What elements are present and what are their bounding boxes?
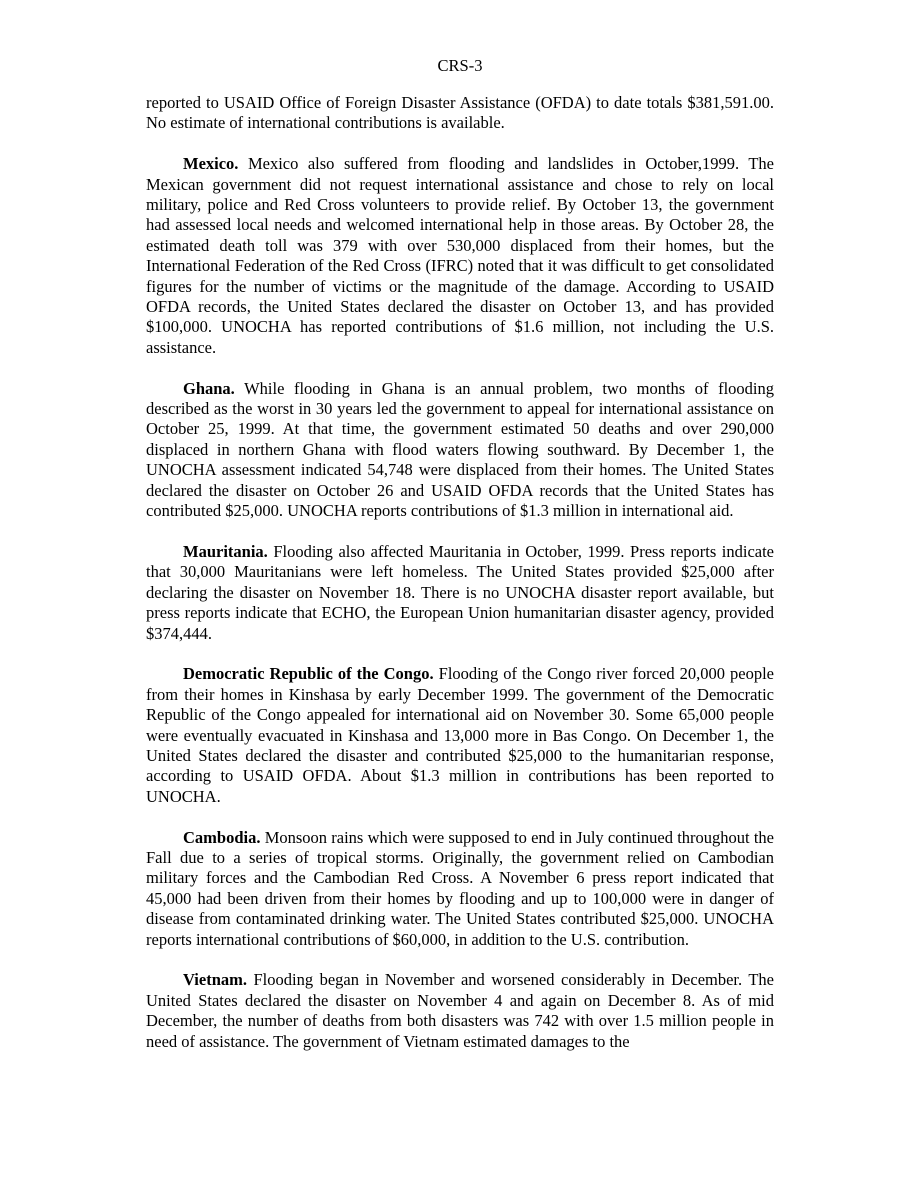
section-heading-vietnam: Vietnam.	[183, 970, 248, 990]
paragraph-text: Flooding began in November and worsened considerably in December. The United States declared the disaster on November 4 and again on December 8. As of mid December, the number of deaths from both disasters was 742 with over 1.5 million people in need of assistance. The government of Vietnam estimated damages to the	[146, 970, 774, 1051]
document-body	[146, 93, 774, 1072]
paragraph-text: reported to USAID Office of Foreign Disaster Assistance (OFDA) to date totals $381,591.00. No estimate of international contributions is available.	[146, 93, 774, 133]
paragraph-ofda-continuation	[146, 93, 774, 134]
paragraph-cambodia	[146, 828, 774, 950]
section-heading-congo: Democratic Republic of the Congo.	[183, 664, 434, 684]
page-number-header: CRS-3	[437, 56, 483, 75]
paragraph-text: Flooding also affected Mauritania in October, 1999. Press reports indicate that 30,000 Mauritanians were left homeless. The United States provided $25,000 after declaring the disaster on November 18. There is no UNOCHA disaster report available, but press reports indicate that ECHO, the European Union humanitarian disaster agency, provided $374,444.	[146, 541, 774, 643]
paragraph-text: Flooding of the Congo river forced 20,000 people from their homes in Kinshasa by early December 1999. The government of the Democratic Republic of the Congo appealed for international aid on November 30. Some 65,000 people were eventually evacuated in Kinshasa and 13,000 more in Bas Congo. On December 1, the United States declared the disaster and contributed $25,000 to the humanitarian response, according to USAID OFDA. About $1.3 million in contributions has been reported to UNOCHA.	[146, 664, 774, 806]
paragraph-text: While flooding in Ghana is an annual problem, two months of flooding described as the worst in 30 years led the government to appeal for international assistance on October 25, 1999. At that time, the government estimated 50 deaths and over 290,000 displaced in northern Ghana with flood waters flowing southward. By December 1, the UNOCHA assessment indicated 54,748 were displaced from their homes. The United States declared the disaster on October 26 and USAID OFDA records that the United States has contributed $25,000. UNOCHA reports contributions of $1.3 million in international aid.	[146, 378, 774, 521]
section-heading-ghana: Ghana.	[183, 378, 235, 398]
section-heading-cambodia: Cambodia.	[183, 827, 261, 847]
paragraph-ghana	[146, 379, 774, 522]
paragraph-congo	[146, 664, 774, 807]
section-heading-mauritania: Mauritania.	[183, 541, 268, 561]
paragraph-mexico	[146, 154, 774, 358]
paragraph-vietnam	[146, 970, 774, 1052]
paragraph-mauritania	[146, 542, 774, 644]
section-heading-mexico: Mexico.	[183, 154, 239, 174]
paragraph-text: Mexico also suffered from flooding and landslides in October,1999. The Mexican government did not request international assistance and chose to rely on local military, police and Red Cross volunteers to provide relief. By October 13, the government had assessed local needs and welcomed international help in those areas. By October 28, the estimated death toll was 379 with over 530,000 displaced from their homes, but the International Federation of the Red Cross (IFRC) noted that it was difficult to get consolidated figures for the number of victims or the magnitude of the damage. According to USAID OFDA records, the United States declared the disaster on October 13, and has provided $100,000. UNOCHA has reported contributions of $1.6 million, not including the U.S. assistance.	[146, 154, 774, 357]
paragraph-text: Monsoon rains which were supposed to end in July continued throughout the Fall due to a series of tropical storms. Originally, the government relied on Cambodian military forces and the Cambodian Red Cross. A November 6 press report indicated that 45,000 had been driven from their homes by flooding and up to 100,000 were in danger of disease from contaminated drinking water. The United States contributed $25,000. UNOCHA reports international contributions of $60,000, in addition to the U.S. contribution.	[146, 827, 774, 949]
